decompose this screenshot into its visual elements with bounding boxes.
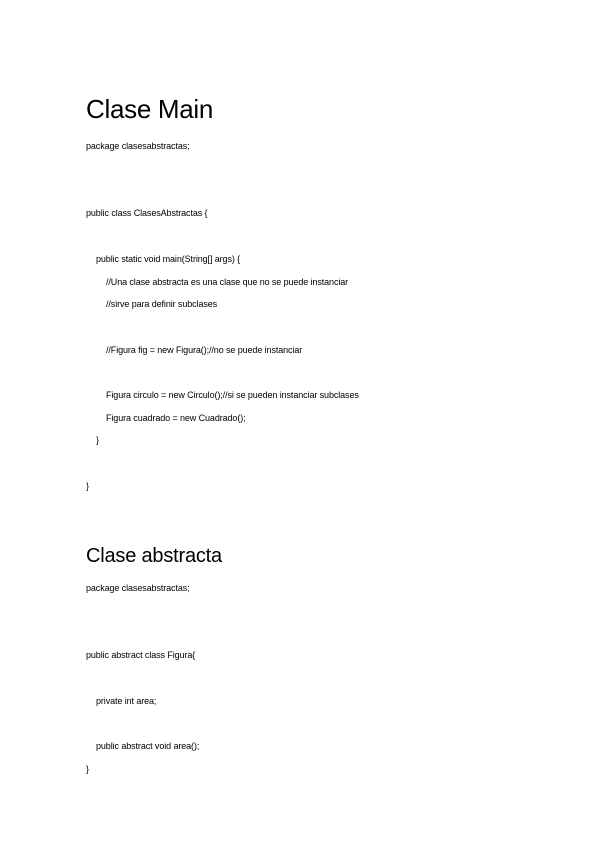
- code-line: package clasesabstractas;: [86, 141, 190, 151]
- code-line: Figura cuadrado = new Cuadrado();: [106, 413, 246, 423]
- code-line: }: [96, 435, 99, 445]
- code-line: public abstract class Figura{: [86, 650, 196, 660]
- code-line: }: [86, 764, 89, 774]
- heading-clase-main: Clase Main: [86, 94, 214, 124]
- code-line: public abstract void area();: [96, 741, 200, 751]
- code-comment-line: //Una clase abstracta es una clase que no se puede instanciar: [106, 277, 349, 287]
- heading-clase-abstracta: Clase abstracta: [86, 545, 222, 567]
- code-line: Figura circulo = new Circulo();//si se pueden instanciar subclases: [106, 390, 359, 400]
- code-line: public class ClasesAbstractas {: [86, 208, 208, 218]
- code-comment-line: //sirve para definir subclases: [106, 299, 218, 309]
- code-line: private int area;: [96, 696, 157, 706]
- code-line: }: [86, 481, 89, 491]
- code-comment-line: //Figura fig = new Figura();//no se puede instanciar: [106, 345, 303, 355]
- code-line: public static void main(String[] args) {: [96, 254, 241, 264]
- code-line: package clasesabstractas;: [86, 583, 190, 593]
